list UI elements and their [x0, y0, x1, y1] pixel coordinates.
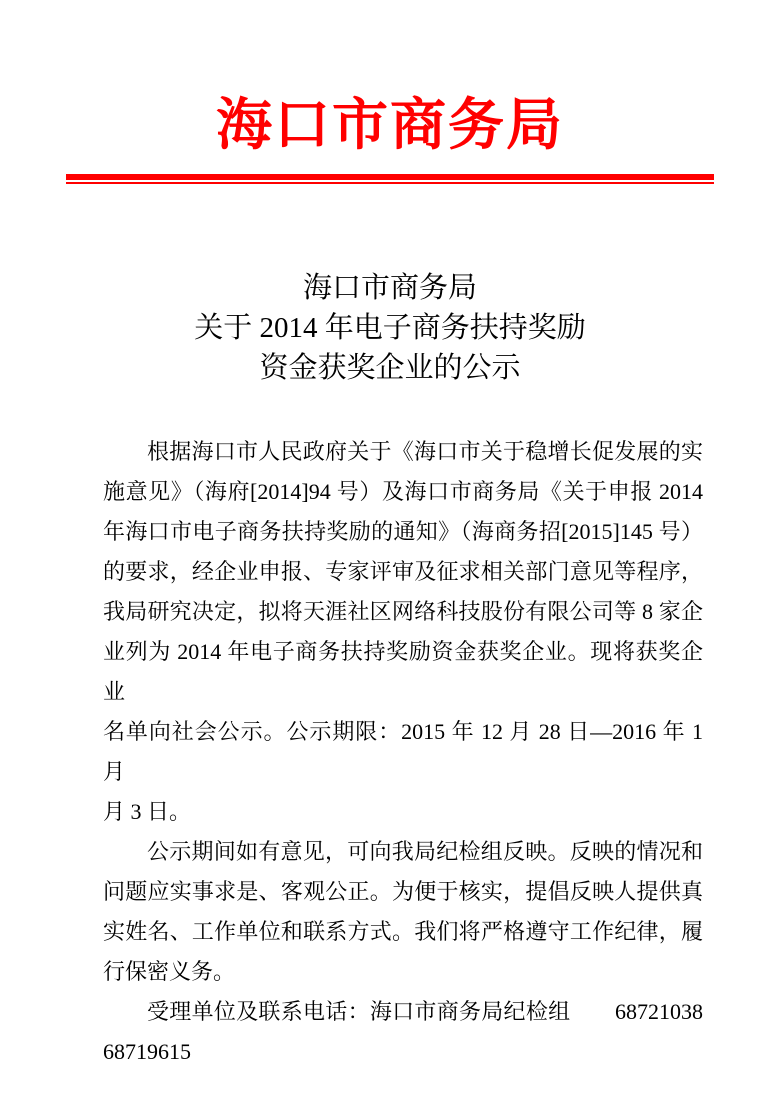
body-line: 根据海口市人民政府关于《海口市关于稳增长促发展的实 [147, 439, 703, 464]
body-line: 年海口市电子商务扶持奖励的通知》（海商务招[2015]145 号） [103, 519, 703, 544]
divider-thick-rule [66, 174, 714, 180]
body-paragraph [103, 832, 703, 992]
document-title-line: 关于 2014 年电子商务扶持奖励 [194, 312, 586, 344]
body-paragraph [103, 432, 703, 832]
document-title-line: 海口市商务局 [302, 272, 477, 304]
body-line: 施意见》（海府[2014]94 号）及海口市商务局《关于申报 2014 [103, 479, 703, 504]
body-line: 名单向社会公示。公示期限：2015 年 12 月 28 日—2016 年 1 月 [103, 719, 703, 784]
body-line: 问题应实事求是、客观公正。为便于核实，提倡反映人提供真 [103, 879, 703, 904]
document-title-line: 资金获奖企业的公示 [259, 352, 521, 384]
document-body [103, 432, 703, 1072]
body-line: 的要求，经企业申报、专家评审及征求相关部门意见等程序， [103, 559, 703, 584]
body-line: 月 3 日。 [103, 799, 192, 824]
body-line: 68719615 [103, 1039, 191, 1064]
divider-thin-rule [66, 182, 714, 184]
letterhead-divider [66, 174, 714, 184]
letterhead-agency-title: 海口市商务局 [216, 95, 564, 157]
body-line: 我局研究决定，拟将天涯社区网络科技股份有限公司等 8 家企 [103, 599, 703, 624]
body-line: 受理单位及联系电话：海口市商务局纪检组 68721038 [147, 999, 703, 1024]
document-title [0, 268, 780, 388]
body-line: 实姓名、工作单位和联系方式。我们将严格遵守工作纪律，履 [103, 919, 703, 944]
body-line: 公示期间如有意见，可向我局纪检组反映。反映的情况和 [147, 839, 703, 864]
body-line: 行保密义务。 [103, 959, 236, 984]
body-line: 业列为 2014 年电子商务扶持奖励资金获奖企业。现将获奖企业 [103, 639, 703, 704]
body-paragraph [103, 992, 703, 1072]
